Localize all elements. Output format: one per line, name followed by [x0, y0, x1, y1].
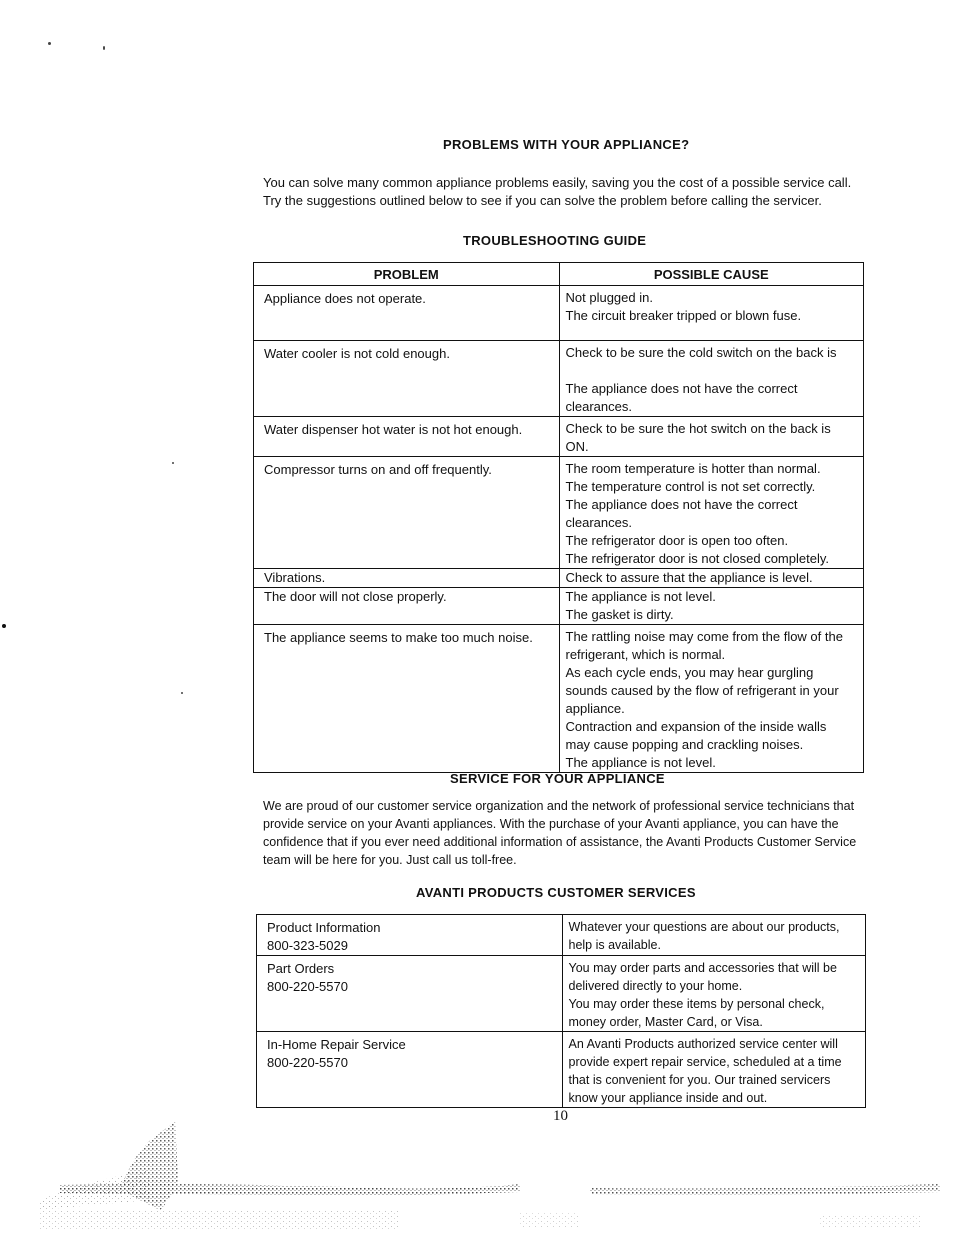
- cause-cell: [559, 417, 864, 457]
- cause-cell: [559, 588, 864, 625]
- problem-cell: [254, 341, 560, 417]
- problem-text: The door will not close properly.: [264, 589, 447, 604]
- column-header-problem: PROBLEM: [254, 263, 560, 286]
- heading-customer-services: AVANTI PRODUCTS CUSTOMER SERVICES: [416, 885, 696, 900]
- cause-cell: [559, 286, 864, 341]
- cause-text: The appliance does not have the correct: [565, 497, 798, 512]
- service-name: In-Home Repair Service: [267, 1037, 406, 1052]
- cause-cell: [559, 625, 864, 773]
- heading-service: SERVICE FOR YOUR APPLIANCE: [450, 771, 665, 786]
- service-desc: that is convenient for you. Our trained servicers: [568, 1073, 831, 1087]
- service-phone: 800-220-5570: [267, 1055, 348, 1070]
- service-desc: know your appliance inside and out.: [568, 1091, 768, 1105]
- scan-speck: [2, 624, 6, 628]
- problem-cell: [254, 286, 560, 341]
- problem-text: Water dispenser hot water is not hot enough.: [264, 422, 523, 437]
- cause-text: Check to assure that the appliance is level.: [565, 570, 813, 585]
- service-desc: An Avanti Products authorized service center will: [568, 1037, 838, 1051]
- service-desc: You may order these items by personal check,: [568, 997, 825, 1011]
- service-name: Part Orders: [267, 961, 335, 976]
- problem-cell: [254, 457, 560, 569]
- cause-text: Not plugged in.: [565, 290, 653, 305]
- problem-cell: [254, 588, 560, 625]
- scan-speck: [103, 46, 105, 50]
- page-number: 10: [553, 1108, 568, 1124]
- cause-text: clearances.: [565, 399, 632, 414]
- problem-text: Appliance does not operate.: [264, 291, 426, 306]
- service-name: Product Information: [267, 920, 381, 935]
- heading-troubleshooting: TROUBLESHOOTING GUIDE: [463, 233, 647, 248]
- heading-problems: PROBLEMS WITH YOUR APPLIANCE?: [443, 137, 690, 152]
- cause-text: The gasket is dirty.: [565, 607, 674, 622]
- troubleshooting-table: [253, 262, 864, 773]
- cause-text: sounds caused by the flow of refrigerant in your: [565, 683, 839, 698]
- service-desc: provide expert repair service, scheduled at a time: [568, 1055, 842, 1069]
- problem-cell: [254, 625, 560, 773]
- cause-text: The appliance is not level.: [565, 589, 716, 604]
- service-desc: Whatever your questions are about our products,: [568, 920, 840, 934]
- service-name-cell: [257, 956, 563, 1032]
- cause-text: Check to be sure the cold switch on the back is: [565, 345, 837, 360]
- cause-text: As each cycle ends, you may hear gurgling: [565, 665, 814, 680]
- service-phone: 800-220-5570: [267, 979, 348, 994]
- problem-text: The appliance seems to make too much noise.: [264, 630, 533, 645]
- cause-text: refrigerant, which is normal.: [565, 647, 726, 662]
- cause-text: The temperature control is not set correctly.: [565, 479, 816, 494]
- scan-speck: [181, 692, 183, 694]
- cause-text: appliance.: [565, 701, 625, 716]
- service-desc: delivered directly to your home.: [568, 979, 743, 993]
- problem-text: Compressor turns on and off frequently.: [264, 462, 492, 477]
- cause-text: ON.: [565, 439, 589, 454]
- service-phone: 800-323-5029: [267, 938, 348, 953]
- cause-text: Check to be sure the hot switch on the back is: [565, 421, 831, 436]
- scan-speck: [172, 462, 174, 464]
- cause-text: The appliance is not level.: [565, 755, 716, 770]
- cause-text: The rattling noise may come from the flow of the: [565, 629, 843, 644]
- cause-text: clearances.: [565, 515, 632, 530]
- column-header-cause: POSSIBLE CAUSE: [559, 263, 864, 286]
- scan-noise-graphic: [0, 1060, 954, 1234]
- intro-paragraph: You can solve many common appliance problems easily, saving you the cost of a possible service call. Try the suggestions outlined below to see if you can solve the problem before calling the servicer.: [263, 175, 852, 208]
- service-paragraph: We are proud of our customer service organization and the network of professional service technicians that provide service on your Avanti appliances. With the purchase of your Avanti appliance, you can have the confidence that if you ever need additional information of assistance, the Avanti Products Customer Service team will be here for you. Just call us toll-free.: [263, 799, 857, 867]
- cause-text: may cause popping and crackling noises.: [565, 737, 804, 752]
- cause-text: The circuit breaker tripped or blown fuse.: [565, 308, 802, 323]
- service-name-cell: [257, 915, 563, 956]
- cause-text: The room temperature is hotter than normal.: [565, 461, 821, 476]
- problem-cell: [254, 417, 560, 457]
- problem-text: Water cooler is not cold enough.: [264, 346, 450, 361]
- cause-cell: [559, 457, 864, 569]
- service-desc: help is available.: [568, 938, 661, 952]
- cause-text: The refrigerator door is not closed completely.: [565, 551, 829, 566]
- cause-text: Contraction and expansion of the inside walls: [565, 719, 827, 734]
- scan-speck: [48, 42, 51, 45]
- cause-text: The appliance does not have the correct: [565, 381, 798, 396]
- service-desc: money order, Master Card, or Visa.: [568, 1015, 763, 1029]
- service-desc: You may order parts and accessories that will be: [568, 961, 837, 975]
- problem-text: Vibrations.: [264, 570, 326, 585]
- cause-text: The refrigerator door is open too often.: [565, 533, 789, 548]
- service-desc-cell: [562, 956, 866, 1032]
- problem-cell: [254, 569, 560, 588]
- cause-cell: [559, 341, 864, 417]
- service-desc-cell: [562, 915, 866, 956]
- cause-cell: [559, 569, 864, 588]
